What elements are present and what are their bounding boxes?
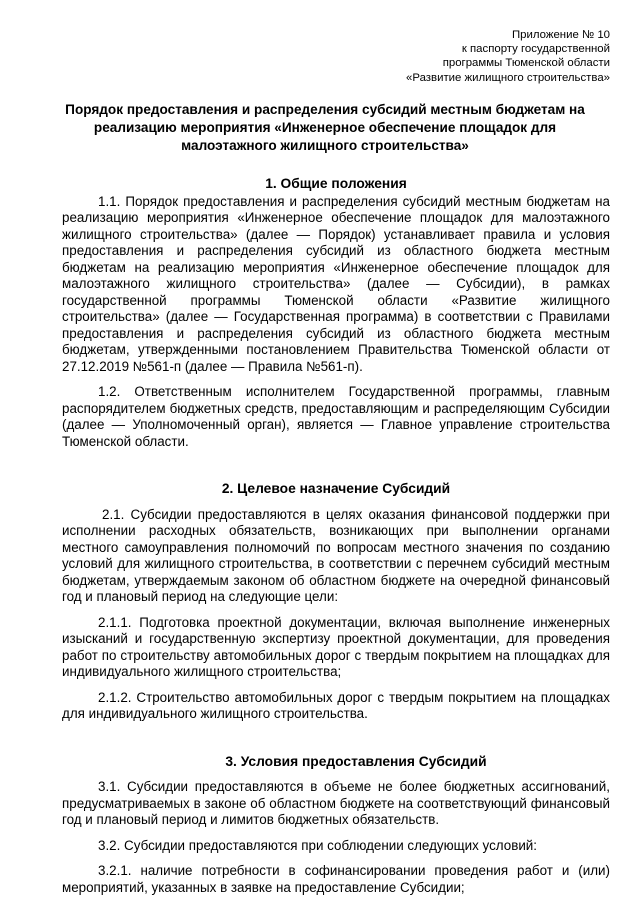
- appendix-line-4: «Развитие жилищного строительства»: [406, 71, 610, 84]
- section-2-heading: 2. Целевое назначение Субсидий: [221, 481, 451, 496]
- paragraph-2-1-2: 2.1.2. Строительство автомобильных дорог с твердым покрытием на площадках для индивидуального жилищного строительства.: [62, 689, 610, 721]
- appendix-line-3: программы Тюменской области: [442, 57, 610, 70]
- paragraph-2-1: 2.1. Субсидии предоставляются в целях оказания финансовой поддержки при исполнении расходных обязательств, возникающих при выполнении органами местного самоуправления полномочий по вопросам местного значения по созданию условий для жилищного строительства, в соответствии с перечнем субсидий местным бюджетам, утверждаемым законом об областном бюджете на очередной финансовый год и плановый период на следующие цели:: [62, 506, 610, 604]
- document-title: Порядок предоставления и распределения субсидий местным бюджетам на реализацию мероприятия «Инженерное обеспечение площадок для малоэтажного жилищного строительства»: [65, 102, 585, 153]
- paragraph-3-2-1: 3.2.1. наличие потребности в софинансировании проведения работ и (или) мероприятий, указанных в заявке на предоставление Субсидии;: [62, 863, 610, 895]
- section-3-heading: 3. Условия предоставления Субсидий: [225, 753, 487, 769]
- paragraph-2-1-1: 2.1.1. Подготовка проектной документации, включая выполнение инженерных изысканий и государственную экспертизу проектной документации, для проведения работ по строительству автомобильных дорог с твердым покрытием на площадках для индивидуального жилищного строительства;: [62, 614, 610, 679]
- paragraph-1-1: 1.1. Порядок предоставления и распределения субсидий местным бюджетам на реализацию мероприятия «Инженерное обеспечение площадок для малоэтажного жилищного строительства» (далее — Порядок) устанавливает правила и условия предоставления и распределения субсидий из областного бюджета местным бюджетам на реализацию мероприятия «Инженерное обеспечение площадок для малоэтажного жилищного строительства» (далее — Субсидии), в рамках государственной программы Тюменской области «Развитие жилищного строительства» (далее — Государственная программа) в соответствии с Правилами предоставления и распределения субсидий из областного бюджета местным бюджетам, утвержденными постановлением Правительства Тюменской области от 27.12.2019 №561-п (далее — Правила №561-п).: [62, 193, 610, 374]
- appendix-line-2: к паспорту государственной: [461, 43, 610, 56]
- paragraph-1-2: 1.2. Ответственным исполнителем Государственной программы, главным распорядителем бюджетных средств, предоставляющим и распределяющим Субсидии (далее — Уполномоченный орган), является — Главное управление строительства Тюменской области.: [62, 384, 610, 449]
- document-body: [62, 176, 610, 896]
- section-1-heading: 1. Общие положения: [265, 176, 407, 191]
- appendix-line-1: Приложение № 10: [511, 29, 610, 41]
- appendix-note: [406, 28, 610, 85]
- paragraph-3-1: 3.1. Субсидии предоставляются в объеме не более бюджетных ассигнований, предусматриваемых в законе об областном бюджете на соответствующий финансовый год и плановый период и лимитов бюджетных обязательств.: [62, 779, 610, 827]
- paragraph-3-2: 3.2. Субсидии предоставляются при соблюдении следующих условий:: [98, 837, 537, 853]
